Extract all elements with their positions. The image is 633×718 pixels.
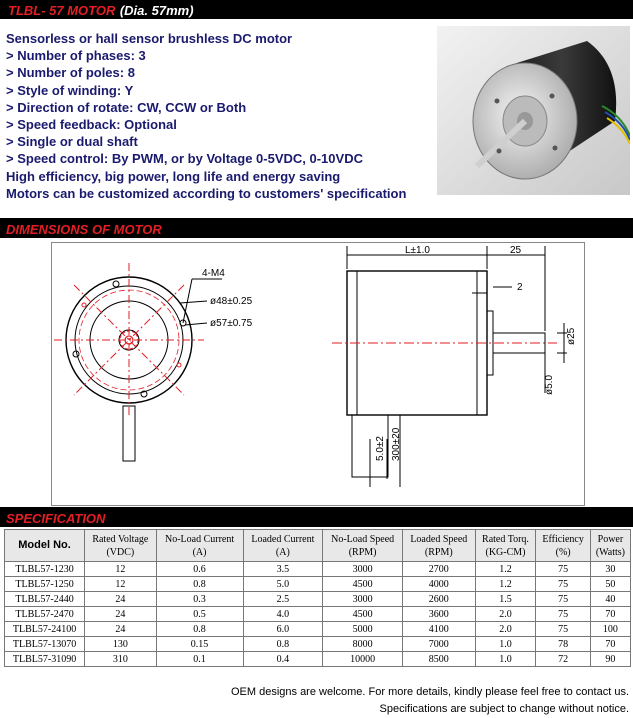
table-cell: 40	[590, 592, 630, 607]
table-body	[5, 562, 631, 667]
col-header-title: Efficiency	[542, 533, 584, 545]
d25-label: ø25	[566, 327, 577, 345]
col-header	[323, 530, 403, 562]
table-cell: 3.5	[243, 562, 323, 577]
table-cell: 1.2	[475, 562, 536, 577]
side-view	[332, 245, 577, 487]
table-cell: 30	[590, 562, 630, 577]
col-header-title: Power	[597, 533, 624, 545]
table-cell: 6.0	[243, 622, 323, 637]
table-cell: 3600	[403, 607, 476, 622]
table-row	[5, 637, 631, 652]
col-header	[475, 530, 536, 562]
lead-a-label: 5.0±2	[375, 436, 386, 461]
product-subtitle: (Dia. 57mm)	[119, 3, 194, 18]
table-cell: 4500	[323, 577, 403, 592]
col-header-unit: (VDC)	[106, 546, 135, 558]
table-row	[5, 577, 631, 592]
col-header-unit: (RPM)	[348, 546, 377, 558]
table-cell: 130	[85, 637, 157, 652]
col-header	[85, 530, 157, 562]
feature-line: > Style of winding: Y	[6, 82, 134, 98]
col-header	[590, 530, 630, 562]
table-cell: 5.0	[243, 577, 323, 592]
table-cell: 4.0	[243, 607, 323, 622]
motor-photo	[437, 26, 630, 195]
model-cell: TLBL57-2440	[5, 592, 85, 607]
feature-list	[6, 30, 406, 202]
table-cell: 2700	[403, 562, 476, 577]
footer	[231, 684, 629, 718]
table-cell: 2.5	[243, 592, 323, 607]
table-cell: 1.0	[475, 652, 536, 667]
table-header-row	[5, 530, 631, 562]
model-cell: TLBL57-2470	[5, 607, 85, 622]
d57-label: ø57±0.75	[210, 318, 253, 329]
table-cell: 78	[536, 637, 590, 652]
footer-line: OEM designs are welcome. For more details, kindly please feel free to contact us.	[230, 686, 629, 698]
col-header	[156, 530, 243, 562]
col-header-unit: (A)	[275, 546, 290, 558]
table-cell: 0.5	[156, 607, 243, 622]
table-cell: 0.8	[243, 637, 323, 652]
table-cell: 8000	[323, 637, 403, 652]
table-cell: 3000	[323, 592, 403, 607]
table-cell: 75	[536, 607, 590, 622]
model-cell: TLBL57-1250	[5, 577, 85, 592]
dimension-drawing	[51, 242, 585, 506]
table-cell: 70	[590, 607, 630, 622]
table-cell: 1.2	[475, 577, 536, 592]
motor-image	[437, 26, 630, 195]
feature-line: > Number of phases: 3	[6, 48, 146, 64]
feature-line: > Single or dual shaft	[6, 134, 138, 150]
col-header-title: No-Load Speed	[331, 533, 395, 545]
product-title: TLBL- 57 MOTOR	[8, 3, 116, 18]
col-header-title: Loaded Speed	[410, 533, 468, 545]
col-header-title: Rated Voltage	[92, 533, 149, 545]
col-header-unit: (A)	[192, 546, 207, 558]
feature-line: > Speed control: By PWM, or by Voltage 0-5VDC, 0-10VDC	[6, 151, 363, 167]
table-row	[5, 622, 631, 637]
table-cell: 4100	[403, 622, 476, 637]
table-cell: 2.0	[475, 622, 536, 637]
table-cell: 70	[590, 637, 630, 652]
spec-title: SPECIFICATION	[6, 511, 106, 526]
feature-line: Sensorless or hall sensor brushless DC motor	[6, 31, 293, 46]
table-row	[5, 652, 631, 667]
col-header-unit: (Watts)	[595, 546, 626, 558]
d48-label: ø48±0.25	[210, 296, 253, 307]
table-cell: 12	[85, 577, 157, 592]
footer-line: Specifications are subject to change without notice.	[379, 703, 629, 715]
table-cell: 75	[536, 562, 590, 577]
table-cell: 3000	[323, 562, 403, 577]
col-header: Model No.	[5, 530, 85, 562]
table-cell: 12	[85, 562, 157, 577]
table-cell: 2.0	[475, 607, 536, 622]
table-cell: 75	[536, 622, 590, 637]
feature-line: > Number of poles: 8	[6, 65, 135, 81]
table-cell: 1.0	[475, 637, 536, 652]
col-header-title: Loaded Current	[251, 533, 315, 545]
dimensions-title: DIMENSIONS OF MOTOR	[6, 222, 162, 237]
drawing-svg	[52, 243, 584, 505]
lead-b-label: 300±20	[391, 427, 402, 461]
table-cell: 0.15	[156, 637, 243, 652]
table-cell: 0.3	[156, 592, 243, 607]
model-cell: TLBL57-13070	[5, 637, 85, 652]
holes-label: 4-M4	[202, 268, 225, 279]
col-header	[243, 530, 323, 562]
spec-table	[4, 529, 631, 667]
table-cell: 0.4	[243, 652, 323, 667]
front-view	[54, 263, 253, 461]
table-row	[5, 562, 631, 577]
model-cell: TLBL57-1230	[5, 562, 85, 577]
col-header	[403, 530, 476, 562]
table-cell: 75	[536, 577, 590, 592]
table-cell: 7000	[403, 637, 476, 652]
table-row	[5, 592, 631, 607]
feature-line: High efficiency, big power, long life and energy saving	[6, 168, 341, 184]
table-cell: 100	[590, 622, 630, 637]
col-header-unit: (RPM)	[424, 546, 453, 558]
table-cell: 72	[536, 652, 590, 667]
table-cell: 10000	[323, 652, 403, 667]
d5-label: ø5.0	[544, 374, 555, 395]
model-cell: TLBL57-24100	[5, 622, 85, 637]
table-cell: 5000	[323, 622, 403, 637]
table-cell: 310	[85, 652, 157, 667]
col-header-unit: (%)	[555, 546, 571, 558]
table-cell: 50	[590, 577, 630, 592]
shaft-length-label: 25	[510, 245, 522, 256]
col-header	[536, 530, 590, 562]
table-cell: 8500	[403, 652, 476, 667]
col-header-title: Rated Torq.	[482, 533, 529, 545]
col-header-unit: (KG-CM)	[485, 546, 526, 558]
table-row	[5, 607, 631, 622]
table-cell: 0.8	[156, 622, 243, 637]
table-cell: 1.5	[475, 592, 536, 607]
feature-line: Motors can be customized according to customers' specification	[6, 185, 407, 201]
boss-label: 2	[517, 282, 523, 293]
table-cell: 24	[85, 622, 157, 637]
table-cell: 4500	[323, 607, 403, 622]
dimensions-bar	[0, 218, 633, 238]
table-cell: 2600	[403, 592, 476, 607]
model-cell: TLBL57-31090	[5, 652, 85, 667]
table-cell: 90	[590, 652, 630, 667]
spec-bar	[0, 507, 633, 527]
feature-line: > Speed feedback: Optional	[6, 117, 177, 133]
table-cell: 0.1	[156, 652, 243, 667]
table-cell: 75	[536, 592, 590, 607]
table-cell: 0.6	[156, 562, 243, 577]
length-label: L±1.0	[405, 245, 430, 256]
table-cell: 0.8	[156, 577, 243, 592]
table-cell: 24	[85, 607, 157, 622]
title-bar	[0, 0, 633, 19]
table-cell: 24	[85, 592, 157, 607]
feature-line: > Direction of rotate: CW, CCW or Both	[6, 99, 247, 115]
col-header-title: No-Load Current	[164, 533, 235, 545]
table-cell: 4000	[403, 577, 476, 592]
